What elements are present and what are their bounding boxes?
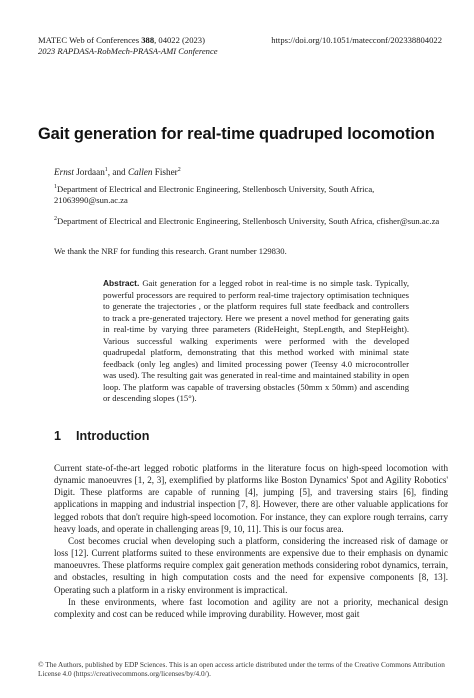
conference-name: 2023 RAPDASA-RobMech-PRASA-AMI Conference <box>38 46 218 56</box>
paragraph-1: Current state-of-the-art legged robotic platforms in the literature focus on high-speed locomotion with dynamic manoeuvres [1, 2, 3], exemplified by platforms like Boston Dynamics' Spot and Agility Robotics' Digit. These platforms are capable of running [4], jumping [5], and traversing stairs [6], finding applications in mapping and industrial inspection [7, 8]. However, there are other valuable applications for legged robots that don't require high-speed locomotion. For instance, they can explore rough terrains, carry heavy loads, and operate in challenging areas [9, 10, 11]. This is our focus area. <box>54 463 448 534</box>
journal-name: MATEC Web of Conferences <box>38 35 140 45</box>
author-list <box>54 164 181 178</box>
affiliation-2 <box>54 214 449 227</box>
author-separator: , and <box>107 167 128 178</box>
section-title: Introduction <box>76 429 150 443</box>
author-2-given: Callen <box>127 167 153 178</box>
funding-note: We thank the NRF for funding this research. Grant number 129830. <box>54 246 287 256</box>
affiliation-1 <box>54 182 449 207</box>
abstract-label: Abstract. <box>103 278 140 288</box>
affiliation-1-mark: 1 <box>54 184 57 190</box>
affiliation-1-text: Department of Electrical and Electronic Engineering, Stellenbosch University, South Africa, 21063990@sun.ac.za <box>54 183 375 206</box>
abstract-text: Gait generation for a legged robot in real-time is no simple task. Typically, powerful processors are required to perform real-time trajectory optimisation techniques to generate the trajectories , or the platform requires full state feedback and controllers to track a pre-generated trajectory. Here we present a novel method for generating gaits in real-time by varying three parameters (RideHeight, StepLength, and StepHeight). Various successful walking experiments were performed with the developed quadrupedal platform, demonstrating that this method worked with minimal state feedback (only leg angles) and limited processing power (Teensy 4.0 microcontroller was used). The resulting gait was generated in real-time and maintained stability in open loop. The platform was capable of traversing obstacles (50mm x 50mm) and ascending or descending slopes (15°). <box>103 278 409 404</box>
author-1-given: Ernst <box>54 167 74 178</box>
article-number: , 04022 (2023) <box>154 35 205 45</box>
section-heading <box>54 428 149 444</box>
license-footer: © The Authors, published by EDP Sciences. This is an open access article distributed under the terms of the Creative Commons Attribution License 4.0 (https://creativecommons.org/licenses/by/4.0/). <box>38 660 445 679</box>
author-1-affil: 1 <box>104 167 108 173</box>
affiliation-2-text: Department of Electrical and Electronic Engineering, Stellenbosch University, South Africa, cfisher@sun.ac.za <box>57 215 440 226</box>
section-number: 1 <box>54 429 62 443</box>
journal-line <box>38 35 218 46</box>
author-2-affil: 2 <box>177 167 181 173</box>
affiliation-2-mark: 2 <box>54 216 57 222</box>
paper-title: Gait generation for real-time quadruped locomotion <box>38 125 435 143</box>
journal-volume: 388 <box>141 35 155 45</box>
author-2-family: Fisher <box>152 167 178 178</box>
author-1-family: Jordaan <box>73 167 105 178</box>
running-header <box>38 35 218 57</box>
doi-link[interactable]: https://doi.org/10.1051/matecconf/202338804022 <box>271 35 442 45</box>
abstract <box>103 278 409 405</box>
paragraph-2: Cost becomes crucial when developing such a platform, considering the increased risk of damage or loss [12]. Current platforms suited to these environments are expensive due to their emphasis on dynamic manoeuvres. These platforms require complex gait generation methods considering robot dynamics, terrain, and obstacles, resulting in high computation costs and the need for expensive components [8, 13]. Operating such a platform in a risky environment is impractical. <box>54 535 448 595</box>
paragraph-3: In these environments, where fast locomotion and agility are not a priority, mechanical design complexity and cost can be reduced while improving durability. However, most gait <box>54 596 448 619</box>
body-text <box>54 462 448 620</box>
